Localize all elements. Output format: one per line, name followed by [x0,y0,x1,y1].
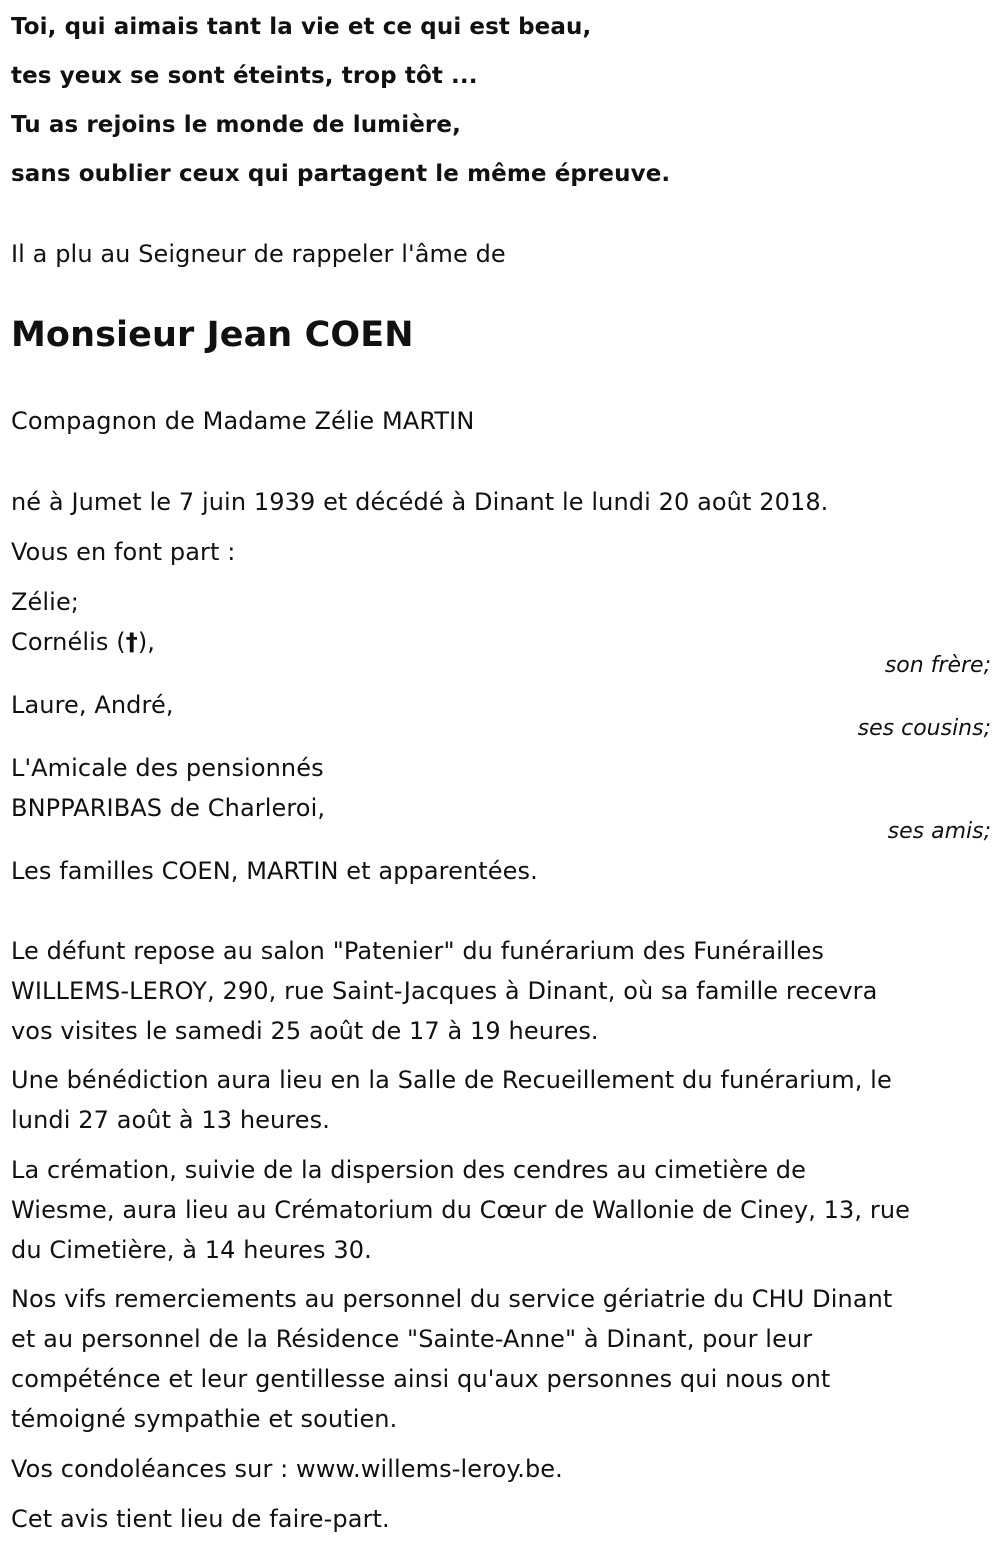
family-zelie: Zélie; [11,588,79,616]
condolences-text: Vos condoléances sur : www.willems-leroy.be. [11,1455,563,1483]
viewing-line-2: WILLEMS-LEROY, 290, rue Saint-Jacques à Dinant, où sa famille recevra [11,977,878,1005]
family-friends-line-1: L'Amicale des pensionnés [11,754,324,782]
thanks-line-2: et au personnel de la Résidence "Sainte-Anne" à Dinant, pour leur [11,1325,813,1353]
closing-text: Cet avis tient lieu de faire-part. [11,1505,390,1533]
deceased-name: Monsieur Jean COEN [11,315,414,355]
blessing-line-2: lundi 27 août à 13 heures. [11,1106,330,1134]
companion-text: Compagnon de Madame Zélie MARTIN [11,407,475,435]
obituary-notice [11,0,991,1553]
poem-line-1: Toi, qui aimais tant la vie et ce qui est beau, [11,14,592,40]
cornelis-end: ), [137,628,156,656]
family-cousins: Laure, André, [11,691,174,719]
cornelis-name: Cornélis ( [11,628,126,656]
poem-line-3: Tu as rejoins le monde de lumière, [11,112,461,138]
thanks-line-3: compéténce et leur gentillesse ainsi qu'aux personnes qui nous ont [11,1365,831,1393]
relation-cousins: ses cousins; [857,716,991,741]
cremation-line-2: Wiesme, aura lieu au Crématorium du Cœur de Wallonie de Ciney, 13, rue [11,1196,910,1224]
thanks-line-1: Nos vifs remerciements au personnel du service gériatrie du CHU Dinant [11,1285,893,1313]
family-cornelis [11,627,155,657]
poem-line-2: tes yeux se sont éteints, trop tôt ... [11,63,478,89]
cremation-line-1: La crémation, suivie de la dispersion des cendres au cimetière de [11,1156,806,1184]
intro-text: Il a plu au Seigneur de rappeler l'âme de [11,240,506,268]
cremation-line-3: du Cimetière, à 14 heures 30. [11,1236,372,1264]
birth-death-text: né à Jumet le 7 juin 1939 et décédé à Dinant le lundi 20 août 2018. [11,488,829,516]
family-friends-line-2: BNPPARIBAS de Charleroi, [11,794,326,822]
viewing-line-3: vos visites le samedi 25 août de 17 à 19 heures. [11,1017,599,1045]
thanks-line-4: témoigné sympathie et soutien. [11,1405,398,1433]
cross-icon: † [125,628,138,656]
family-families: Les familles COEN, MARTIN et apparentées. [11,857,538,885]
blessing-line-1: Une bénédiction aura lieu en la Salle de Recueillement du funérarium, le [11,1066,892,1094]
relation-brother: son frère; [884,653,991,678]
viewing-line-1: Le défunt repose au salon "Patenier" du funérarium des Funérailles [11,937,824,965]
announce-text: Vous en font part : [11,538,236,566]
relation-friends: ses amis; [887,819,991,844]
poem-line-4: sans oublier ceux qui partagent le même épreuve. [11,161,671,187]
